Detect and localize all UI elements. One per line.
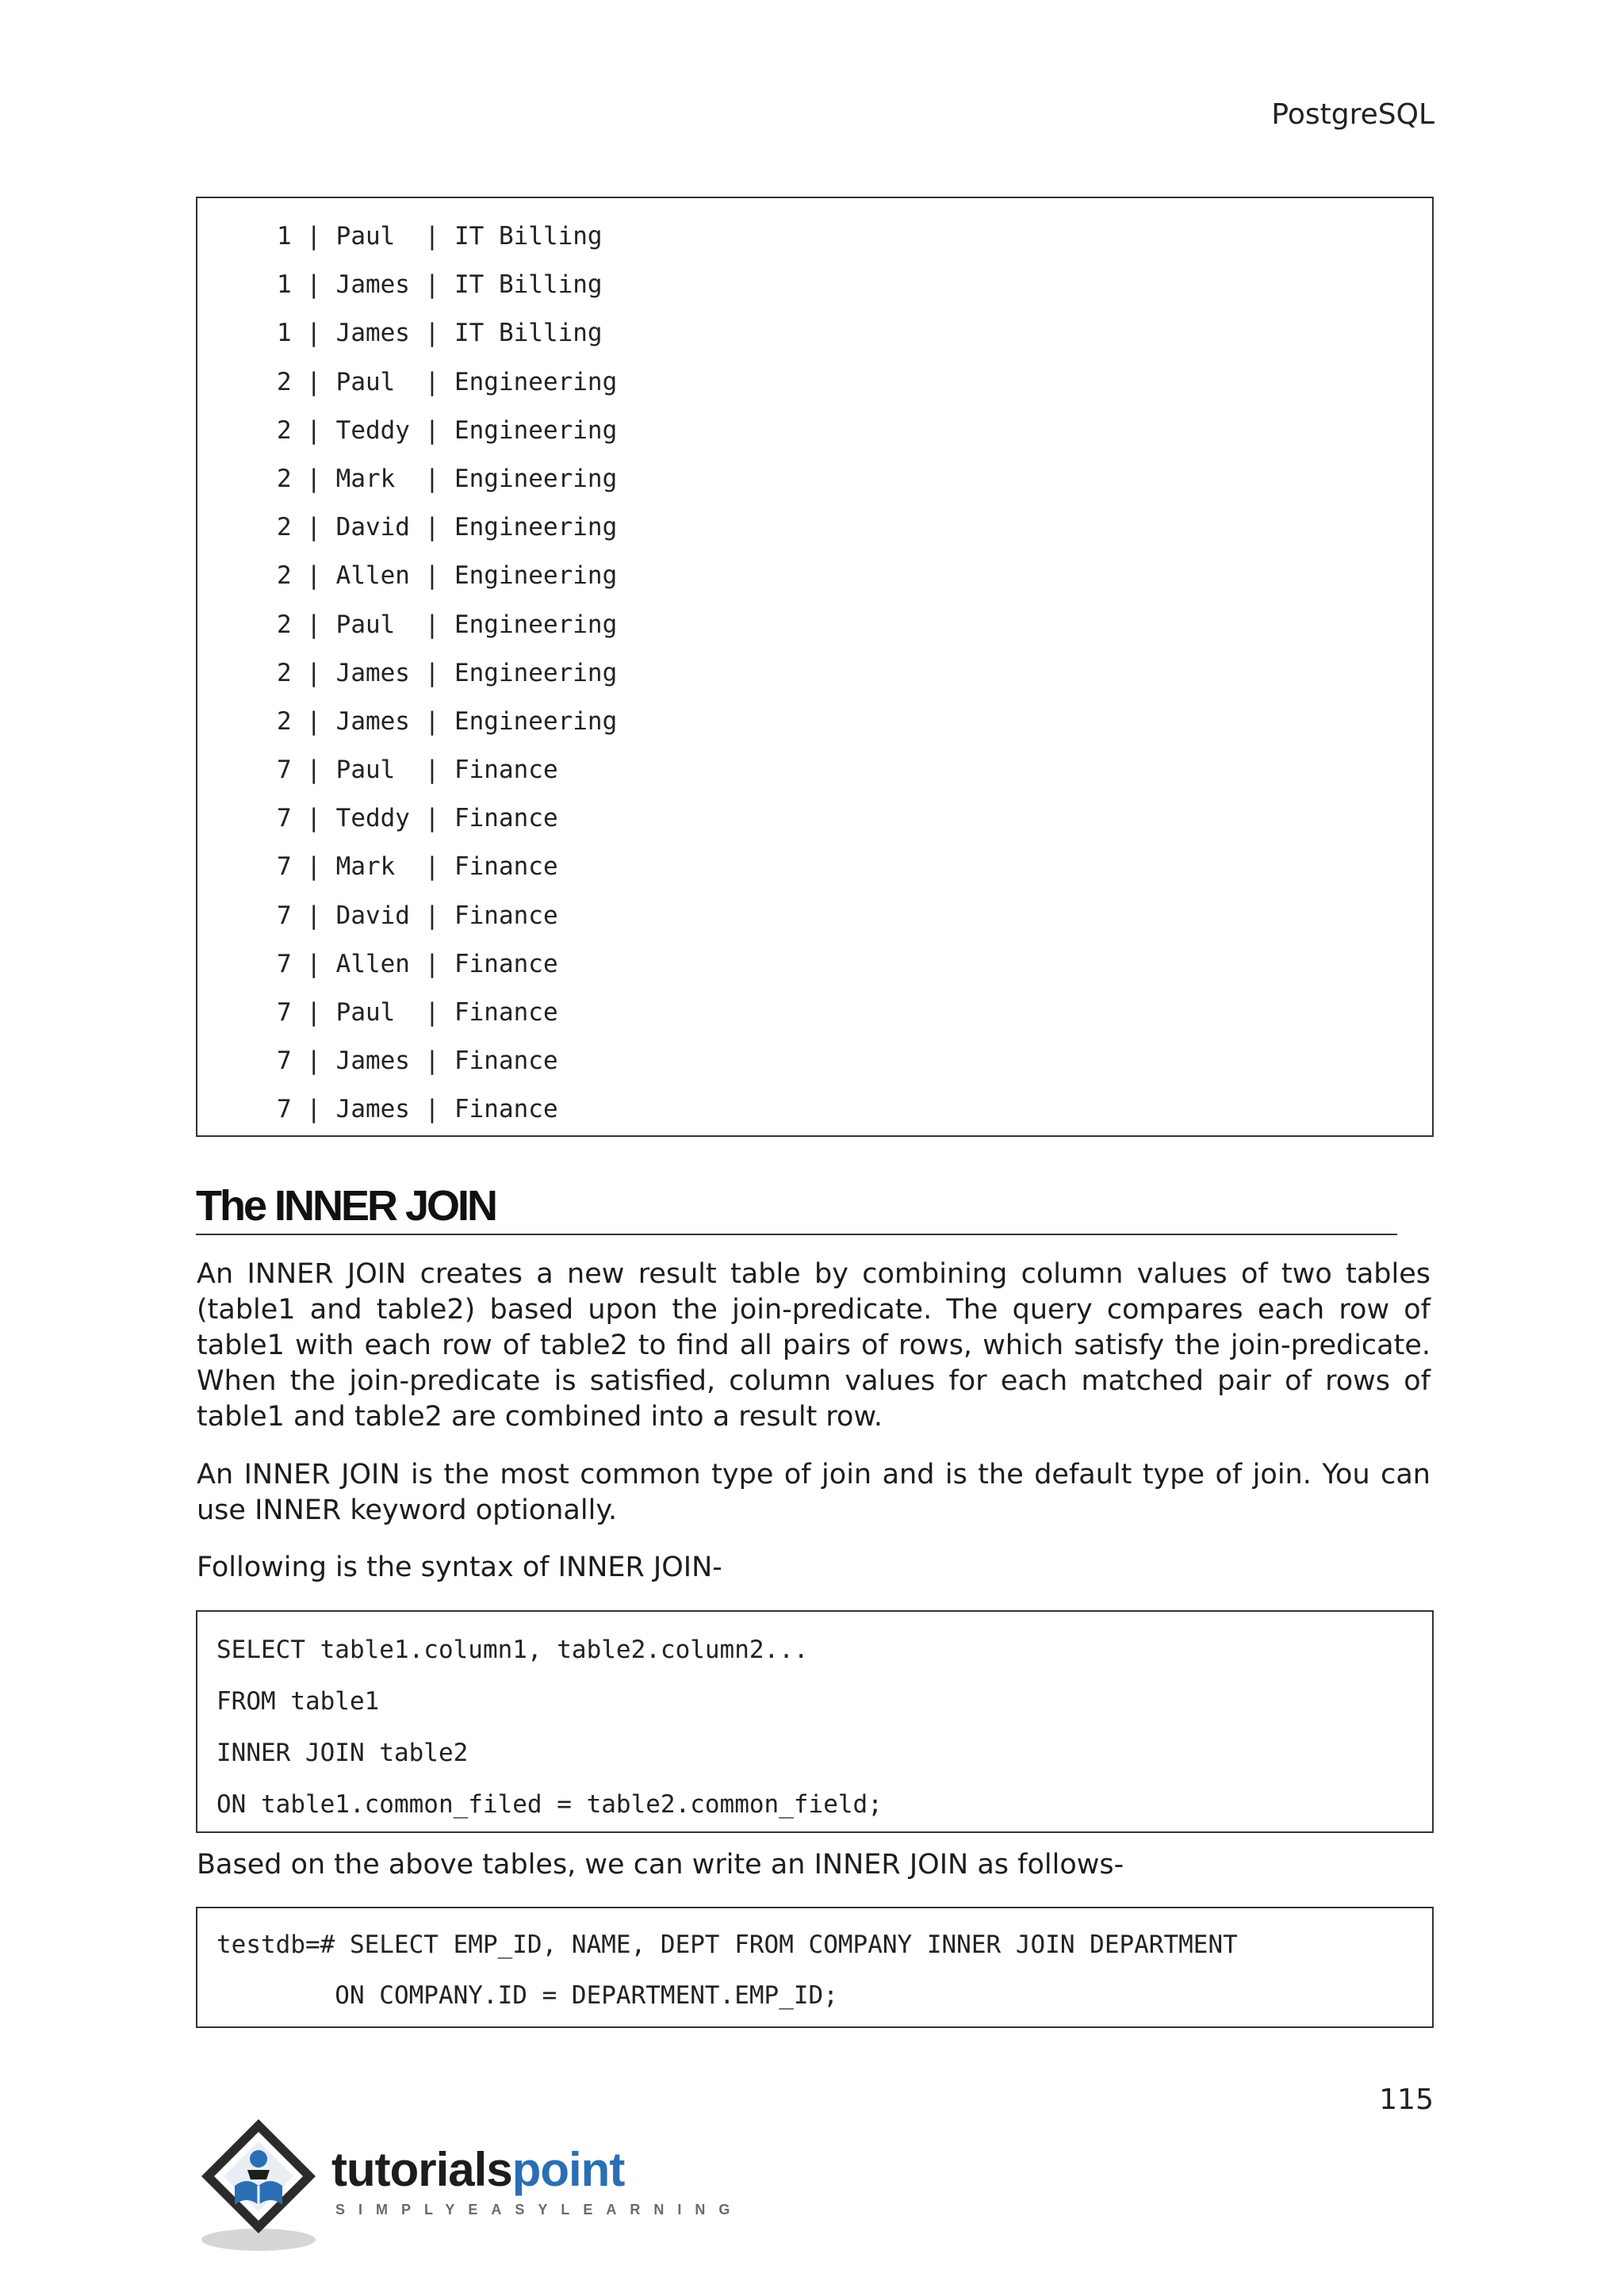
logo-wordmark bbox=[331, 2143, 625, 2196]
code-line: ON table1.common_filed = table2.common_field; bbox=[216, 1790, 883, 1819]
result-row: 2 | Paul | Engineering bbox=[277, 367, 618, 396]
result-row: 7 | James | Finance bbox=[277, 1095, 558, 1124]
paragraph-example-intro: Based on the above tables, we can write an INNER JOIN as follows- bbox=[197, 1849, 1124, 1881]
running-header: PostgreSQL bbox=[1271, 98, 1434, 131]
tutorialspoint-logo bbox=[197, 2113, 744, 2256]
result-row: 1 | James | IT Billing bbox=[277, 319, 603, 348]
result-row: 7 | Teddy | Finance bbox=[277, 804, 558, 833]
result-output-box bbox=[196, 197, 1434, 1137]
result-row: 2 | Paul | Engineering bbox=[277, 610, 618, 639]
paragraph-syntax-intro: Following is the syntax of INNER JOIN- bbox=[197, 1552, 722, 1583]
result-row: 2 | Teddy | Engineering bbox=[277, 415, 618, 445]
result-row: 2 | James | Engineering bbox=[277, 706, 618, 736]
result-row: 7 | James | Finance bbox=[277, 1047, 558, 1076]
result-row: 2 | Allen | Engineering bbox=[277, 561, 618, 591]
result-row: 7 | David | Finance bbox=[277, 901, 558, 930]
logo-tagline: SIMPLYEASYLEARNING bbox=[335, 2202, 744, 2218]
query-code-box bbox=[196, 1907, 1434, 2028]
code-line: testdb=# SELECT EMP_ID, NAME, DEPT FROM COMPANY INNER JOIN DEPARTMENT bbox=[216, 1931, 1238, 1959]
result-row: 7 | Allen | Finance bbox=[277, 949, 558, 978]
result-row: 7 | Paul | Finance bbox=[277, 998, 558, 1027]
result-row: 2 | James | Engineering bbox=[277, 658, 618, 687]
result-row: 7 | Mark | Finance bbox=[277, 852, 558, 882]
result-row: 1 | James | IT Billing bbox=[277, 270, 603, 300]
syntax-code-box bbox=[196, 1610, 1434, 1833]
logo-emblem-icon bbox=[197, 2113, 339, 2256]
paragraph-inner-join-definition: An INNER JOIN creates a new result table by combining column values of two tables (table1 and table2) based upon the join-predicate. The query compares each row of table1 with each row of table2 to find all pairs of rows, which satisfy the join-predicate. When the join-predicate is satisfied, column values for each matched pair of rows of table1 and table2 are combined into a result row. bbox=[197, 1258, 1431, 1433]
logo-word-part2: point bbox=[511, 2143, 625, 2196]
code-line: SELECT table1.column1, table2.column2... bbox=[216, 1636, 809, 1664]
page-number: 115 bbox=[1379, 2084, 1434, 2116]
result-row: 7 | Paul | Finance bbox=[277, 756, 558, 785]
section-heading: The INNER JOIN bbox=[196, 1181, 1397, 1235]
result-row: 2 | Mark | Engineering bbox=[277, 464, 618, 493]
result-row: 2 | David | Engineering bbox=[277, 513, 618, 542]
result-row: 1 | Paul | IT Billing bbox=[277, 222, 603, 251]
code-line: ON COMPANY.ID = DEPARTMENT.EMP_ID; bbox=[216, 1981, 838, 2010]
code-line: INNER JOIN table2 bbox=[216, 1739, 469, 1767]
logo-word-part1: tutorials bbox=[331, 2143, 512, 2196]
code-line: FROM table1 bbox=[216, 1687, 380, 1716]
paragraph-inner-join-default: An INNER JOIN is the most common type of join and is the default type of join. You can use INNER keyword optionally. bbox=[197, 1459, 1431, 1526]
